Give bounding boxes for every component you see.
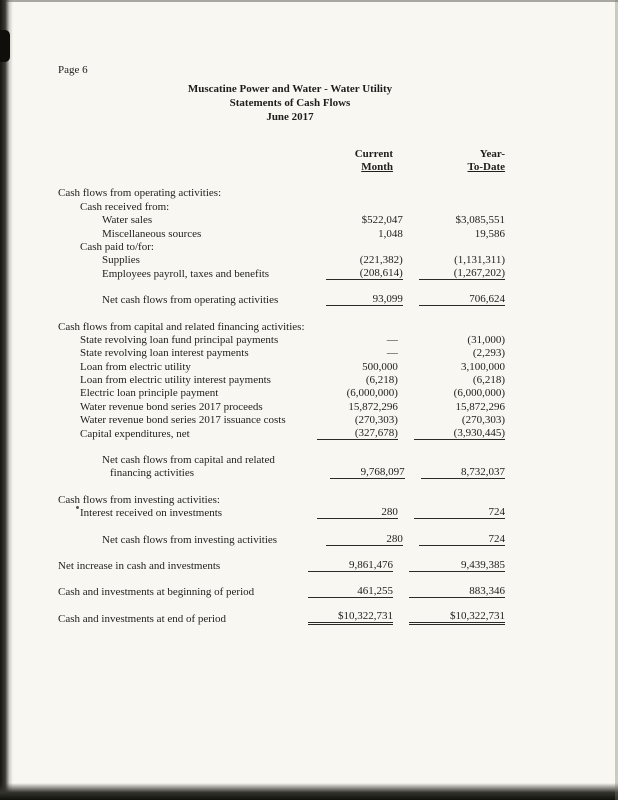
table-row [58,213,505,226]
row-label: Net cash flows from capital and related [102,454,275,467]
table-row [58,333,505,346]
row-label: Net cash flows from operating activities [102,294,279,307]
table-row [58,373,505,386]
row-label: State revolving loan interest payments [80,347,249,360]
table-row [58,386,505,399]
row-label: Cash flows from investing activities: [58,493,220,506]
row-label: Net increase in cash and investments [58,559,221,572]
table-row [58,186,505,199]
amount-current: $10,322,731 [308,610,393,625]
row-label: Loan from electric utility interest payments [80,374,271,387]
table-row [58,266,505,279]
amount-ytd: 19,586 [474,227,506,240]
table-row [58,559,505,572]
amount-current: (6,218) [365,374,398,387]
row-label: Employees payroll, taxes and benefits [102,267,270,280]
amount-current: (208,614) [326,267,402,280]
amount-ytd: 883,346 [409,585,505,598]
scan-speckle [76,506,79,509]
row-spacer [58,546,505,559]
amount-ytd: 706,624 [419,293,505,306]
table-row [58,199,505,212]
amount-current: 9,861,476 [308,559,393,572]
amount-ytd: (31,000) [467,333,505,346]
scan-artifact-top-edge [0,0,618,2]
cash-flow-rows [58,186,505,625]
doc-subtitle: Statements of Cash Flows [229,97,351,109]
amount-current: (327,678) [317,427,398,440]
row-label: Electric loan principle payment [80,387,219,400]
amount-ytd: 9,439,385 [409,559,505,572]
amount-current: $522,047 [361,214,403,227]
table-row [58,293,505,306]
amount-ytd: (2,293) [472,347,505,360]
row-spacer [58,572,505,585]
row-label: Cash and investments at end of period [58,612,227,625]
row-label: Miscellaneous sources [102,227,202,240]
doc-title: Muscatine Power and Water - Water Utility [187,83,393,95]
row-label: Supplies [102,254,140,267]
amount-ytd: (270,303) [461,414,505,427]
amount-current: 9,768,097 [330,466,405,479]
amount-current: 15,872,296 [348,400,398,413]
table-row [58,492,505,505]
row-label: State revolving loan fund principal payments [80,333,279,346]
row-label: Loan from electric utility [80,360,191,373]
row-spacer [58,280,505,293]
amount-current: 461,255 [308,585,393,598]
row-label: Capital expenditures, net [80,427,190,440]
table-row [58,253,505,266]
table-row [58,319,505,332]
column-header-current-line2: Month [361,161,393,173]
amount-ytd: $3,085,551 [455,214,506,227]
scan-artifact-bottom-edge [0,783,618,800]
amount-current: — [386,333,398,346]
amount-current: 280 [326,533,402,546]
doc-date: June 2017 [266,111,314,123]
amount-ytd: 15,872,296 [455,400,505,413]
row-label: Cash received from: [80,200,170,213]
amount-current: — [386,347,398,360]
amount-ytd: 724 [414,506,505,519]
amount-current: 93,099 [326,293,402,306]
amount-current: 500,000 [362,360,398,373]
amount-ytd: (6,218) [472,374,505,387]
row-label: Interest received on investments [80,507,223,520]
amount-ytd: $10,322,731 [409,610,505,625]
amount-current: (221,382) [359,254,403,267]
table-row [58,359,505,372]
amount-ytd: (1,131,311) [454,254,506,267]
table-row [58,226,505,239]
amount-ytd: (3,930,445) [414,427,505,440]
row-label: Cash paid to/for: [80,240,154,253]
column-headers [58,148,505,174]
row-label: Water revenue bond series 2017 issuance costs [80,414,286,427]
table-row [58,346,505,359]
table-row [58,466,505,479]
table-row [58,506,505,519]
row-label: Water sales [102,214,153,227]
row-spacer [58,479,505,492]
amount-ytd: 3,100,000 [460,360,505,373]
page-number: Page 6 [58,64,88,76]
amount-current: 1,048 [378,227,403,240]
row-label: Cash flows from capital and related financing activities: [58,320,305,333]
cash-flow-statement [58,148,505,625]
column-header-year-to-date [409,148,505,174]
table-row [58,453,505,466]
table-row [58,413,505,426]
amount-ytd: 8,732,037 [421,466,505,479]
amount-current: (6,000,000) [346,387,398,400]
column-header-current-line1: Current [354,148,393,160]
row-label: Net cash flows from investing activities [102,533,278,546]
scan-artifact-corner-mark [0,30,10,62]
amount-current: 280 [317,506,398,519]
column-header-ytd-line2: To-Date [467,161,505,173]
table-row [58,585,505,598]
amount-ytd: 724 [419,533,505,546]
row-spacer [58,519,505,532]
column-header-current-month [308,148,393,174]
table-row [58,399,505,412]
table-row [58,532,505,545]
table-row [58,426,505,439]
row-spacer [58,440,505,453]
amount-current: (270,303) [354,414,398,427]
row-label: Cash and investments at beginning of period [58,586,255,599]
scan-artifact-left-edge [0,0,13,800]
table-row [58,240,505,253]
document-header [0,82,580,124]
table-row [58,611,505,624]
column-header-ytd-line1: Year- [479,148,505,160]
amount-ytd: (1,267,202) [419,267,505,280]
row-spacer [58,306,505,319]
row-label: Water revenue bond series 2017 proceeds [80,400,263,413]
row-label: Cash flows from operating activities: [58,187,222,200]
row-label: financing activities [110,467,194,480]
amount-ytd: (6,000,000) [453,387,505,400]
